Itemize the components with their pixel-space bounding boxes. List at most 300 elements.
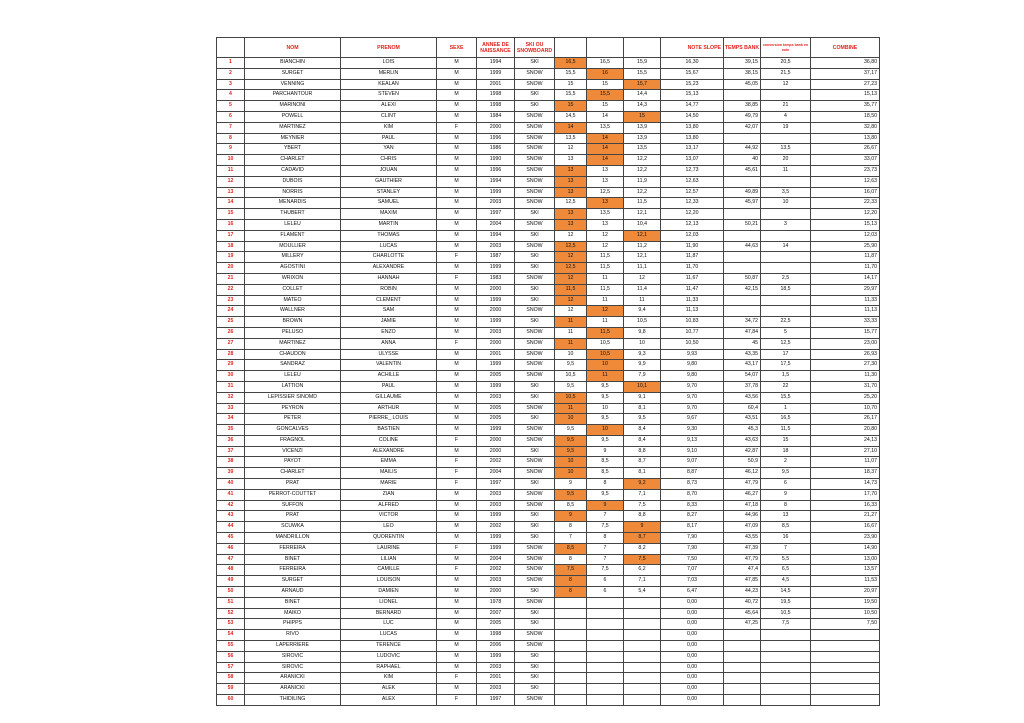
table-row xyxy=(217,198,880,209)
table-row xyxy=(217,608,880,619)
conversion-cell: 15 xyxy=(761,435,811,446)
rank-cell: 28 xyxy=(217,349,245,360)
note-slope-cell: 9,70 xyxy=(661,381,724,392)
conversion-cell xyxy=(761,295,811,306)
sexe-cell: M xyxy=(437,662,477,673)
judge-3-score: 12,1 xyxy=(624,209,661,220)
temps-bank-cell: 49,79 xyxy=(724,111,761,122)
discipline-cell: SNOW xyxy=(515,111,555,122)
judge-3-score: 9,3 xyxy=(624,349,661,360)
nom-cell: GONCALVES xyxy=(245,425,341,436)
judge-1-score: 12,5 xyxy=(555,263,587,274)
discipline-cell: SNOW xyxy=(515,306,555,317)
nom-cell: PAYOT xyxy=(245,457,341,468)
judge-3-score: 10,4 xyxy=(624,219,661,230)
combine-cell xyxy=(811,684,880,695)
annee-cell: 2003 xyxy=(477,327,515,338)
judge-2-score: 11,5 xyxy=(587,252,624,263)
prenom-cell: ALEXI xyxy=(341,101,437,112)
conversion-cell: 9,5 xyxy=(761,468,811,479)
judge-3-score xyxy=(624,684,661,695)
judge-1-score: 11 xyxy=(555,317,587,328)
temps-bank-cell xyxy=(724,252,761,263)
combine-cell: 35,77 xyxy=(811,101,880,112)
temps-bank-cell: 38,15 xyxy=(724,68,761,79)
conversion-cell: 13 xyxy=(761,511,811,522)
judge-3-score xyxy=(624,641,661,652)
conversion-cell: 20,5 xyxy=(761,58,811,69)
combine-cell: 18,37 xyxy=(811,468,880,479)
discipline-cell: SNOW xyxy=(515,695,555,706)
judge-1-score: 9 xyxy=(555,479,587,490)
note-slope-cell: 16,30 xyxy=(661,58,724,69)
combine-cell xyxy=(811,651,880,662)
note-slope-cell: 9,70 xyxy=(661,392,724,403)
temps-bank-cell: 47,25 xyxy=(724,619,761,630)
note-slope-cell: 13,07 xyxy=(661,155,724,166)
nom-cell: PRAT xyxy=(245,479,341,490)
conversion-cell xyxy=(761,673,811,684)
conversion-cell: 13,5 xyxy=(761,144,811,155)
nom-cell: MENARDIS xyxy=(245,198,341,209)
conversion-cell xyxy=(761,90,811,101)
table-row xyxy=(217,414,880,425)
table-row xyxy=(217,187,880,198)
judge-1-score: 8,5 xyxy=(555,500,587,511)
judge-1-score: 16,5 xyxy=(555,58,587,69)
prenom-cell: MAILIS xyxy=(341,468,437,479)
judge-3-score: 7,1 xyxy=(624,489,661,500)
header-temps-bank: TEMPS BANK xyxy=(724,38,761,58)
judge-1-score xyxy=(555,619,587,630)
sexe-cell: M xyxy=(437,511,477,522)
judge-3-score: 12 xyxy=(624,273,661,284)
rank-cell: 6 xyxy=(217,111,245,122)
sexe-cell: M xyxy=(437,176,477,187)
sexe-cell: F xyxy=(437,435,477,446)
temps-bank-cell xyxy=(724,630,761,641)
rank-cell: 45 xyxy=(217,533,245,544)
nom-cell: DUBOIS xyxy=(245,176,341,187)
prenom-cell: STANLEY xyxy=(341,187,437,198)
judge-3-score: 13,9 xyxy=(624,133,661,144)
judge-1-score: 11 xyxy=(555,338,587,349)
judge-3-score xyxy=(624,662,661,673)
nom-cell: ARANICKI xyxy=(245,673,341,684)
annee-cell: 1998 xyxy=(477,101,515,112)
table-row xyxy=(217,263,880,274)
discipline-cell: SKI xyxy=(515,284,555,295)
combine-cell: 24,13 xyxy=(811,435,880,446)
judge-1-score xyxy=(555,641,587,652)
prenom-cell: KEALAN xyxy=(341,79,437,90)
combine-cell xyxy=(811,630,880,641)
note-slope-cell: 7,50 xyxy=(661,554,724,565)
nom-cell: MANDRILLON xyxy=(245,533,341,544)
judge-2-score: 8 xyxy=(587,479,624,490)
judge-3-score xyxy=(624,695,661,706)
annee-cell: 1996 xyxy=(477,133,515,144)
judge-3-score: 11 xyxy=(624,295,661,306)
judge-1-score: 10 xyxy=(555,414,587,425)
combine-cell: 15,77 xyxy=(811,327,880,338)
rank-cell: 52 xyxy=(217,608,245,619)
judge-1-score: 12 xyxy=(555,230,587,241)
discipline-cell: SNOW xyxy=(515,68,555,79)
judge-1-score: 14 xyxy=(555,122,587,133)
table-row xyxy=(217,295,880,306)
temps-bank-cell: 42,87 xyxy=(724,446,761,457)
prenom-cell: LAURINE xyxy=(341,543,437,554)
conversion-cell xyxy=(761,263,811,274)
rank-cell: 16 xyxy=(217,219,245,230)
judge-1-score xyxy=(555,662,587,673)
judge-2-score: 9 xyxy=(587,500,624,511)
discipline-cell: SNOW xyxy=(515,457,555,468)
discipline-cell: SNOW xyxy=(515,122,555,133)
judge-3-score xyxy=(624,619,661,630)
discipline-cell: SNOW xyxy=(515,273,555,284)
annee-cell: 2000 xyxy=(477,306,515,317)
annee-cell: 2005 xyxy=(477,371,515,382)
nom-cell: BROWN xyxy=(245,317,341,328)
discipline-cell: SNOW xyxy=(515,641,555,652)
discipline-cell: SNOW xyxy=(515,630,555,641)
rank-cell: 55 xyxy=(217,641,245,652)
discipline-cell: SKI xyxy=(515,414,555,425)
combine-cell: 10,50 xyxy=(811,608,880,619)
rank-cell: 54 xyxy=(217,630,245,641)
conversion-cell: 6,5 xyxy=(761,565,811,576)
note-slope-cell: 6,47 xyxy=(661,587,724,598)
annee-cell: 1999 xyxy=(477,425,515,436)
prenom-cell: MERLIN xyxy=(341,68,437,79)
note-slope-cell: 9,67 xyxy=(661,414,724,425)
header-discipline: SKI OU SNOWBOARD xyxy=(515,38,555,58)
table-row xyxy=(217,435,880,446)
temps-bank-cell: 47,4 xyxy=(724,565,761,576)
prenom-cell: BERNARD xyxy=(341,608,437,619)
temps-bank-cell xyxy=(724,230,761,241)
nom-cell: POWELL xyxy=(245,111,341,122)
discipline-cell: SNOW xyxy=(515,349,555,360)
note-slope-cell: 12,20 xyxy=(661,209,724,220)
temps-bank-cell: 50,87 xyxy=(724,273,761,284)
rank-cell: 46 xyxy=(217,543,245,554)
temps-bank-cell: 45,64 xyxy=(724,608,761,619)
judge-1-score: 7 xyxy=(555,533,587,544)
table-row xyxy=(217,630,880,641)
sexe-cell: M xyxy=(437,608,477,619)
combine-cell: 29,97 xyxy=(811,284,880,295)
temps-bank-cell: 43,63 xyxy=(724,435,761,446)
annee-cell: 1999 xyxy=(477,317,515,328)
combine-cell: 36,80 xyxy=(811,58,880,69)
conversion-cell: 3 xyxy=(761,219,811,230)
sexe-cell: F xyxy=(437,338,477,349)
note-slope-cell: 7,07 xyxy=(661,565,724,576)
annee-cell: 2000 xyxy=(477,435,515,446)
note-slope-cell: 9,80 xyxy=(661,371,724,382)
prenom-cell: LUDOVIC xyxy=(341,651,437,662)
note-slope-cell: 11,90 xyxy=(661,241,724,252)
judge-3-score: 9 xyxy=(624,522,661,533)
nom-cell: MARINONI xyxy=(245,101,341,112)
rank-cell: 8 xyxy=(217,133,245,144)
annee-cell: 1998 xyxy=(477,90,515,101)
table-row xyxy=(217,500,880,511)
rank-cell: 18 xyxy=(217,241,245,252)
sexe-cell: M xyxy=(437,500,477,511)
judge-3-score: 9,8 xyxy=(624,327,661,338)
rank-cell: 5 xyxy=(217,101,245,112)
header-prenom: PRENOM xyxy=(341,38,437,58)
judge-1-score: 9,5 xyxy=(555,381,587,392)
temps-bank-cell: 45,05 xyxy=(724,79,761,90)
prenom-cell: VALENTIN xyxy=(341,360,437,371)
temps-bank-cell: 47,39 xyxy=(724,543,761,554)
note-slope-cell: 9,30 xyxy=(661,425,724,436)
prenom-cell: KIM xyxy=(341,122,437,133)
annee-cell: 2003 xyxy=(477,489,515,500)
rank-cell: 14 xyxy=(217,198,245,209)
nom-cell: AGOSTINI xyxy=(245,263,341,274)
annee-cell: 2003 xyxy=(477,576,515,587)
discipline-cell: SNOW xyxy=(515,198,555,209)
prenom-cell: PAUL xyxy=(341,133,437,144)
temps-bank-cell: 50,9 xyxy=(724,457,761,468)
judge-1-score: 13 xyxy=(555,187,587,198)
judge-1-score: 12,5 xyxy=(555,241,587,252)
temps-bank-cell: 47,79 xyxy=(724,479,761,490)
sexe-cell: M xyxy=(437,58,477,69)
annee-cell: 2005 xyxy=(477,619,515,630)
discipline-cell: SKI xyxy=(515,673,555,684)
judge-3-score: 9,5 xyxy=(624,414,661,425)
prenom-cell: LUCAS xyxy=(341,241,437,252)
annee-cell: 2003 xyxy=(477,500,515,511)
discipline-cell: SNOW xyxy=(515,219,555,230)
table-row xyxy=(217,403,880,414)
prenom-cell: ZIAN xyxy=(341,489,437,500)
header-note-slope: NOTE SLOPE xyxy=(661,38,724,58)
annee-cell: 1999 xyxy=(477,187,515,198)
annee-cell: 1999 xyxy=(477,533,515,544)
sexe-cell: M xyxy=(437,90,477,101)
nom-cell: PRAT xyxy=(245,511,341,522)
judge-1-score: 11 xyxy=(555,403,587,414)
combine-cell: 11,33 xyxy=(811,295,880,306)
nom-cell: MATEO xyxy=(245,295,341,306)
judge-2-score xyxy=(587,651,624,662)
combine-cell: 12,03 xyxy=(811,230,880,241)
nom-cell: ARNAUD xyxy=(245,587,341,598)
conversion-cell xyxy=(761,209,811,220)
sexe-cell: M xyxy=(437,641,477,652)
temps-bank-cell: 43,35 xyxy=(724,349,761,360)
temps-bank-cell: 42,15 xyxy=(724,284,761,295)
rank-cell: 57 xyxy=(217,662,245,673)
temps-bank-cell xyxy=(724,133,761,144)
judge-3-score: 9,2 xyxy=(624,479,661,490)
temps-bank-cell: 45 xyxy=(724,338,761,349)
temps-bank-cell: 47,79 xyxy=(724,554,761,565)
conversion-cell: 19 xyxy=(761,122,811,133)
combine-cell: 11,13 xyxy=(811,306,880,317)
discipline-cell: SKI xyxy=(515,651,555,662)
temps-bank-cell: 46,12 xyxy=(724,468,761,479)
nom-cell: LAPERRIERE xyxy=(245,641,341,652)
conversion-cell: 14,5 xyxy=(761,587,811,598)
nom-cell: SIROVIC xyxy=(245,662,341,673)
header-judge-1 xyxy=(555,38,587,58)
temps-bank-cell: 45,3 xyxy=(724,425,761,436)
nom-cell: LEPISSIER SINOMD xyxy=(245,392,341,403)
judge-3-score xyxy=(624,630,661,641)
prenom-cell: STEVEN xyxy=(341,90,437,101)
judge-1-score: 12,5 xyxy=(555,198,587,209)
conversion-cell: 12,5 xyxy=(761,338,811,349)
table-row xyxy=(217,457,880,468)
sexe-cell: M xyxy=(437,317,477,328)
table-row xyxy=(217,554,880,565)
judge-1-score: 8 xyxy=(555,587,587,598)
judge-1-score: 9,5 xyxy=(555,446,587,457)
judge-3-score: 9,1 xyxy=(624,392,661,403)
table-row xyxy=(217,565,880,576)
rank-cell: 26 xyxy=(217,327,245,338)
judge-3-score: 7,9 xyxy=(624,371,661,382)
table-row xyxy=(217,111,880,122)
annee-cell: 1999 xyxy=(477,295,515,306)
annee-cell: 1994 xyxy=(477,58,515,69)
judge-1-score: 12 xyxy=(555,273,587,284)
sexe-cell: F xyxy=(437,479,477,490)
temps-bank-cell: 43,51 xyxy=(724,414,761,425)
combine-cell: 25,90 xyxy=(811,241,880,252)
judge-2-score: 8,5 xyxy=(587,457,624,468)
judge-2-score: 14 xyxy=(587,133,624,144)
note-slope-cell: 12,63 xyxy=(661,176,724,187)
note-slope-cell: 13,80 xyxy=(661,122,724,133)
combine-cell: 16,67 xyxy=(811,522,880,533)
table-row xyxy=(217,695,880,706)
rank-cell: 7 xyxy=(217,122,245,133)
combine-cell: 20,97 xyxy=(811,587,880,598)
discipline-cell: SNOW xyxy=(515,371,555,382)
temps-bank-cell xyxy=(724,90,761,101)
combine-cell: 7,50 xyxy=(811,619,880,630)
nom-cell: MOULLIER xyxy=(245,241,341,252)
temps-bank-cell: 40,72 xyxy=(724,597,761,608)
combine-cell: 15,13 xyxy=(811,219,880,230)
sexe-cell: M xyxy=(437,327,477,338)
sexe-cell: M xyxy=(437,576,477,587)
nom-cell: NORRIS xyxy=(245,187,341,198)
nom-cell: LELEU xyxy=(245,371,341,382)
temps-bank-cell: 49,89 xyxy=(724,187,761,198)
rank-cell: 11 xyxy=(217,165,245,176)
judge-3-score: 13,9 xyxy=(624,122,661,133)
nom-cell: RIVO xyxy=(245,630,341,641)
combine-cell xyxy=(811,673,880,684)
judge-1-score: 13 xyxy=(555,155,587,166)
rank-cell: 25 xyxy=(217,317,245,328)
rank-cell: 19 xyxy=(217,252,245,263)
nom-cell: WALLNER xyxy=(245,306,341,317)
judge-2-score: 6 xyxy=(587,587,624,598)
judge-3-score: 8,8 xyxy=(624,446,661,457)
table-row xyxy=(217,543,880,554)
combine-cell: 32,80 xyxy=(811,122,880,133)
annee-cell: 1986 xyxy=(477,144,515,155)
sexe-cell: M xyxy=(437,381,477,392)
note-slope-cell: 0,00 xyxy=(661,695,724,706)
conversion-cell: 21,5 xyxy=(761,68,811,79)
rank-cell: 35 xyxy=(217,425,245,436)
judge-1-score: 10 xyxy=(555,349,587,360)
prenom-cell: TERENCE xyxy=(341,641,437,652)
temps-bank-cell: 37,78 xyxy=(724,381,761,392)
sexe-cell: M xyxy=(437,144,477,155)
discipline-cell: SKI xyxy=(515,662,555,673)
note-slope-cell: 12,13 xyxy=(661,219,724,230)
combine-cell: 27,30 xyxy=(811,360,880,371)
judge-3-score: 8,7 xyxy=(624,533,661,544)
rank-cell: 10 xyxy=(217,155,245,166)
judge-3-score xyxy=(624,673,661,684)
nom-cell: BINET xyxy=(245,554,341,565)
annee-cell: 1997 xyxy=(477,479,515,490)
judge-2-score: 14 xyxy=(587,111,624,122)
sexe-cell: F xyxy=(437,273,477,284)
prenom-cell: ACHILLE xyxy=(341,371,437,382)
discipline-cell: SNOW xyxy=(515,489,555,500)
prenom-cell: YAN xyxy=(341,144,437,155)
annee-cell: 2005 xyxy=(477,403,515,414)
prenom-cell: ALEX xyxy=(341,695,437,706)
judge-2-score: 9,5 xyxy=(587,392,624,403)
nom-cell: BINET xyxy=(245,597,341,608)
conversion-cell: 2,5 xyxy=(761,273,811,284)
combine-cell: 11,07 xyxy=(811,457,880,468)
judge-2-score: 10 xyxy=(587,360,624,371)
judge-2-score: 13,5 xyxy=(587,209,624,220)
discipline-cell: SKI xyxy=(515,101,555,112)
conversion-cell: 6 xyxy=(761,479,811,490)
rank-cell: 23 xyxy=(217,295,245,306)
discipline-cell: SNOW xyxy=(515,576,555,587)
note-slope-cell: 0,00 xyxy=(661,608,724,619)
note-slope-cell: 9,93 xyxy=(661,349,724,360)
rank-cell: 22 xyxy=(217,284,245,295)
note-slope-cell: 0,00 xyxy=(661,619,724,630)
nom-cell: SCUWKA xyxy=(245,522,341,533)
sexe-cell: M xyxy=(437,684,477,695)
nom-cell: PERROT-COUTTET xyxy=(245,489,341,500)
temps-bank-cell xyxy=(724,295,761,306)
discipline-cell: SKI xyxy=(515,479,555,490)
note-slope-cell: 12,73 xyxy=(661,165,724,176)
judge-1-score: 7,5 xyxy=(555,565,587,576)
annee-cell: 2001 xyxy=(477,349,515,360)
judge-1-score: 8 xyxy=(555,576,587,587)
combine-cell: 26,93 xyxy=(811,349,880,360)
note-slope-cell: 8,27 xyxy=(661,511,724,522)
results-table xyxy=(216,37,880,706)
judge-3-score: 14,4 xyxy=(624,90,661,101)
conversion-cell: 22 xyxy=(761,381,811,392)
